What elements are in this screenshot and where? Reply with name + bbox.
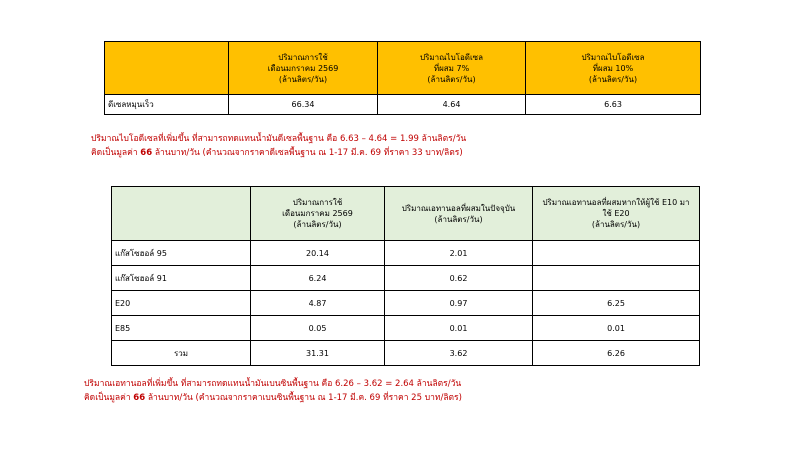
diesel-table-header-row: [105, 42, 701, 95]
cell-value: [533, 266, 700, 291]
diesel-header-b7-l3: (ล้านลิตร/วัน): [427, 74, 476, 84]
cell-value: 4.87: [251, 291, 385, 316]
diesel-header-usage-l2: เดือนมกราคม 2569: [267, 63, 339, 73]
table-row: [112, 241, 700, 266]
ethanol-note-line1: ปริมาณเอทานอลที่เพิ่มขึ้น ที่สามารถทดแทนน้ำมันเบนซินพื้นฐาน คือ 6.26 – 3.62 = 2.64 ล้านลิตร/วัน: [84, 379, 462, 389]
diesel-header-b10: [526, 42, 701, 95]
diesel-header-usage-l3: (ล้านลิตร/วัน): [278, 74, 328, 84]
diesel-note-value: 66: [140, 148, 153, 158]
cell-value: 3.62: [385, 341, 533, 366]
cell-value: 31.31: [251, 341, 385, 366]
cell-value: 0.62: [385, 266, 533, 291]
ethanol-header-e20-l3: (ล้านลิตร/วัน): [591, 220, 641, 229]
ethanol-note-value: 66: [133, 393, 146, 403]
ethanol-table-header-row: [112, 187, 700, 241]
table-row: [112, 266, 700, 291]
cell-value: 6.63: [526, 95, 701, 115]
table-row: [105, 95, 701, 115]
diesel-note-prefix: คิดเป็นมูลค่า: [91, 148, 141, 158]
diesel-header-b10-l3: (ล้านลิตร/วัน): [588, 74, 638, 84]
diesel-note-suffix: ล้านบาท/วัน (คำนวณจากราคาดีเซลพื้นฐาน ณ 1-17 มี.ค. 69 ที่ราคา 33 บาท/ลิตร): [152, 148, 463, 158]
diesel-header-b10-l2: ที่ผสม 10%: [592, 63, 634, 73]
cell-value: [533, 241, 700, 266]
ethanol-note-suffix: ล้านบาท/วัน (คำนวณจากราคาเบนซินพื้นฐาน ณ 1-17 มี.ค. 69 ที่ราคา 25 บาท/ลิตร): [145, 393, 462, 403]
row-label: แก๊สโซฮอล์ 91: [112, 266, 251, 291]
diesel-header-usage-l1: ปริมาณการใช้: [278, 52, 328, 62]
row-label: E20: [112, 291, 251, 316]
cell-value: 0.05: [251, 316, 385, 341]
ethanol-header-e20-l2: ใช้ E20: [602, 209, 630, 218]
ethanol-note-prefix: คิดเป็นมูลค่า: [84, 393, 134, 403]
cell-value: 20.14: [251, 241, 385, 266]
ethanol-header-e20: [533, 187, 700, 241]
ethanol-header-blank: [112, 187, 251, 241]
ethanol-header-usage: [251, 187, 385, 241]
cell-value: 0.97: [385, 291, 533, 316]
diesel-note-line1: ปริมาณไบโอดีเซลที่เพิ่มขึ้น ที่สามารถทดแทนน้ำมันดีเซลพื้นฐาน คือ 6.63 – 4.64 = 1.99 ล้านลิตร/วัน: [91, 134, 467, 144]
ethanol-header-current-l2: (ล้านลิตร/วัน): [434, 214, 483, 224]
table-row-total: [112, 341, 700, 366]
ethanol-note: [84, 377, 462, 405]
row-label: E85: [112, 316, 251, 341]
row-label-total: รวม: [112, 341, 251, 366]
ethanol-header-usage-l3: (ล้านลิตร/วัน): [293, 220, 342, 229]
ethanol-header-usage-l1: ปริมาณการใช้: [292, 198, 343, 207]
diesel-note-line2: [91, 146, 466, 160]
diesel-note: [91, 132, 466, 160]
ethanol-table: [111, 186, 700, 366]
diesel-header-b10-l1: ปริมาณไบโอดีเซล: [581, 52, 645, 62]
diesel-header-blank: [105, 42, 229, 95]
diesel-table: [104, 41, 701, 115]
cell-value: 6.25: [533, 291, 700, 316]
cell-value: 6.24: [251, 266, 385, 291]
table-row: [112, 291, 700, 316]
ethanol-note-line2: [84, 391, 462, 405]
cell-value: 4.64: [378, 95, 526, 115]
ethanol-header-current: [385, 187, 533, 241]
ethanol-header-current-l1: ปริมาณเอทานอลที่ผสมในปัจจุบัน: [401, 203, 516, 213]
cell-value: 0.01: [385, 316, 533, 341]
ethanol-header-usage-l2: เดือนมกราคม 2569: [282, 209, 353, 218]
cell-value: 66.34: [229, 95, 378, 115]
table-row: [112, 316, 700, 341]
diesel-header-b7: [378, 42, 526, 95]
diesel-header-usage: [229, 42, 378, 95]
cell-value: 2.01: [385, 241, 533, 266]
cell-value: 6.26: [533, 341, 700, 366]
row-label: ดีเซลหมุนเร็ว: [105, 95, 229, 115]
diesel-header-b7-l1: ปริมาณไบโอดีเซล: [419, 52, 484, 62]
ethanol-header-e20-l1: ปริมาณเอทานอลที่ผสมหากให้ผู้ใช้ E10 มา: [542, 198, 690, 207]
cell-value: 0.01: [533, 316, 700, 341]
row-label: แก๊สโซฮอล์ 95: [112, 241, 251, 266]
diesel-header-b7-l2: ที่ผสม 7%: [433, 63, 470, 73]
